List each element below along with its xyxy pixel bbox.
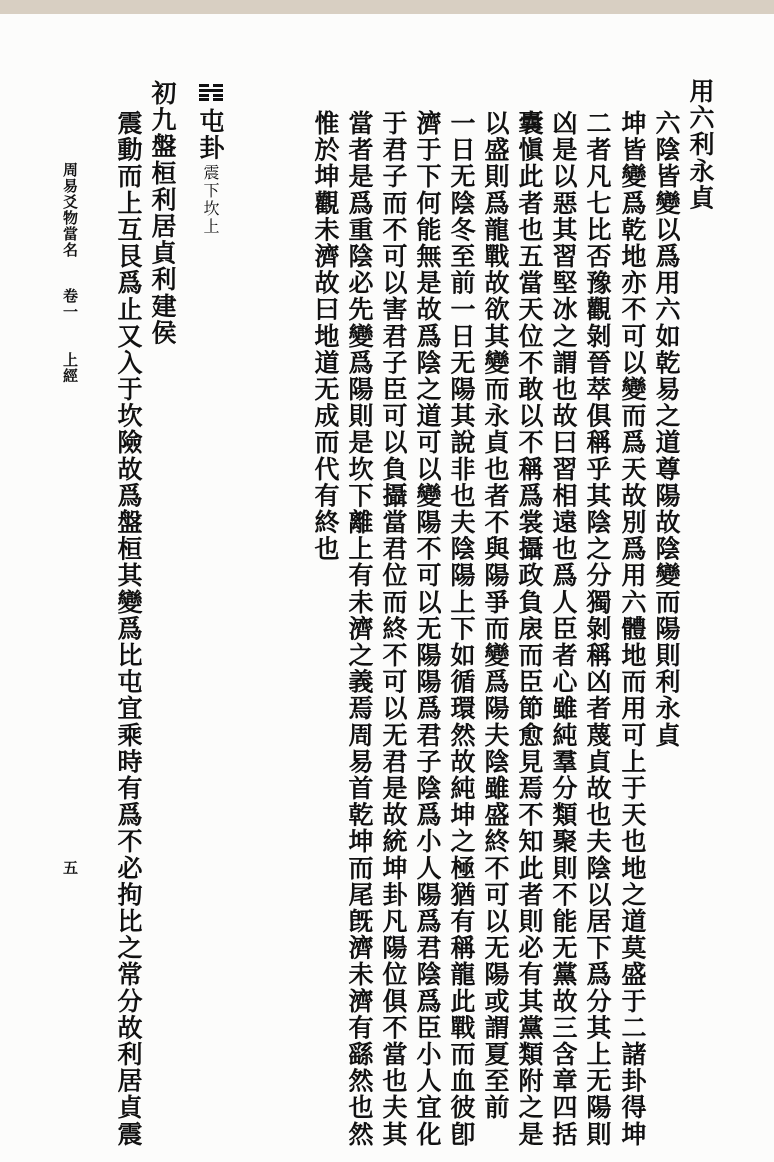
section-label: 上經 [61,352,79,384]
page-number: 五 [61,860,79,876]
text-column-10: 于君子而不可以害君子臣可以負攝當君位而終不可以无君是故統坤卦凡陽位俱不當也夫其 [379,110,408,1148]
text-column-4: 二者凡七比否豫觀剝晉萃俱稱乎其陰之分獨剝稱凶者蔑貞故也夫陰以居下爲分其上无陽則 [583,110,612,1148]
text-column-8: 一日无陰冬至前一日无陽其說非也夫陰陽上下如循環然故純坤之極猶有稱龍此戰而血彼卽 [447,110,476,1148]
text-column-7: 以盛則爲龍戰故欲其變而永貞也者不與陽爭而變爲陽夫陰雖盛終不可以无陽或謂夏至前 [481,110,510,1121]
zhun-hexagram-icon [199,84,223,106]
text-column-3: 坤皆變爲乾地亦不可以變而爲天故別爲用六體地而用可上于天也地之道莫盛于二諸卦得坤 [618,110,647,1148]
text-column-5: 凶是以惡其習堅冰之謂也故曰習相遠也爲人臣者心雖純羣分類聚則不能无黨故三含章四括 [549,110,578,1148]
text-column-6: 囊愼此者也五當天位不敢以不稱爲裳攝政負扆而臣節愈見焉不知此者則必有其黨類附之是 [515,110,544,1148]
text-column-12: 惟於坤觀未濟故曰地道无成而代有終也 [311,110,340,563]
hexagram-trigrams: 震下坎上 [201,164,220,236]
scan-top-band [0,0,774,14]
book-title: 周易爻物當名 [61,162,79,258]
text-column-9: 濟于下何能無是故爲陰之道可以變陽不可以无陽陽爲君子陰爲小人陽爲君陰爲臣小人宜化 [413,110,442,1148]
volume-label: 卷一 [61,288,79,320]
text-column-1: 用六利永貞 [686,78,715,211]
text-column-11: 當者是爲重陰必先變爲陽則是坎下離上有未濟之義焉周易首乾坤而尾旣濟未濟有繇然也然 [345,110,374,1148]
line-statement-commentary: 震動而上互艮爲止又入于坎險故爲盤桓其變爲比屯宜乘時有爲不必拘比之常分故利居貞震 [114,110,143,1148]
text-column-2: 六陰皆變以爲用六如乾易之道尊陽故陰變而陽則利永貞 [652,110,681,749]
hexagram-title: 屯卦 [196,108,225,162]
line-statement-title: 初九盤桓利居貞利建侯 [148,80,177,346]
